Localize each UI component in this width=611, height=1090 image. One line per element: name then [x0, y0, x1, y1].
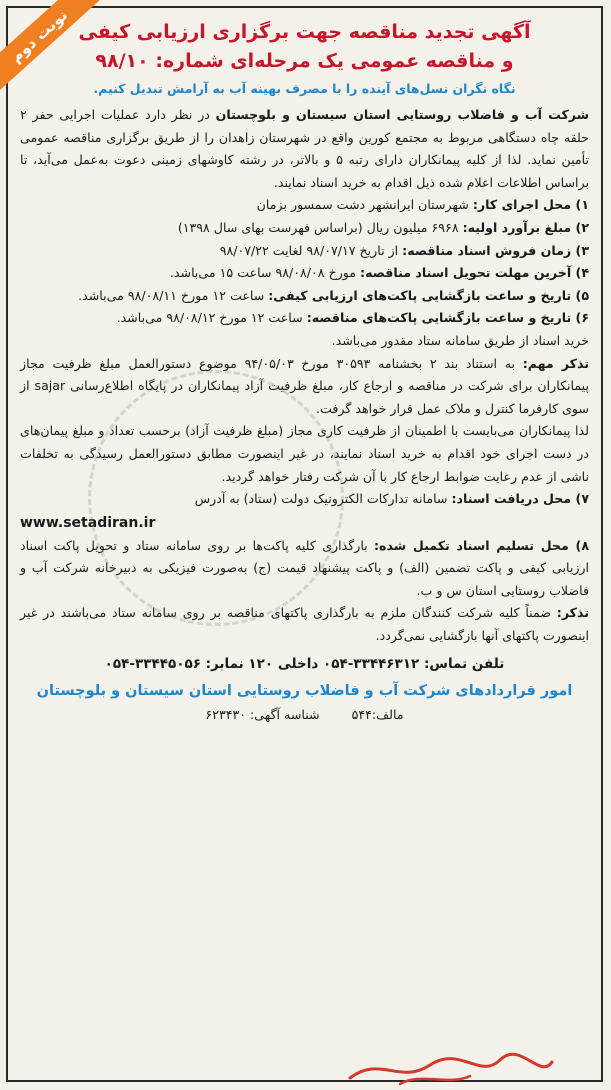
item-1-value: شهرستان ایرانشهر دشت سمسور بزمان	[256, 197, 473, 213]
item-8	[20, 535, 589, 603]
item-7	[20, 488, 589, 511]
ad-code: مالف:۵۴۴	[351, 706, 404, 722]
item-4-label: ۴) آخرین مهلت تحویل اسناد مناقصه:	[360, 265, 589, 281]
important-note-text: به استناد بند ۲ بخشنامه ۳۰۵۹۳ مورخ ۹۴/۰۵/۰۳ موضوع دستورالعمل مبلغ ظرفیت مجاز پیمانکاران برای شرکت در مناقصه و ارجاع کار، مبلغ ظرفیت آزاد پیمانکاران در پایگاه اطلاع‌رسانی sajar از سوی کارفرما کنترل و ملاک عمل قرار خواهد گرفت.	[20, 355, 589, 416]
intro-org: شرکت آب و فاضلاب روستایی استان سیستان و بلوچستان	[215, 107, 589, 122]
item-4	[20, 262, 589, 285]
ad-identifiers	[20, 704, 589, 726]
item-1-label: ۱) محل اجرای کار:	[472, 197, 589, 213]
important-note	[20, 353, 589, 421]
purchase-note: خرید اسناد از طریق سامانه ستاد مقدور می‌باشد.	[331, 332, 589, 348]
item-7-value: سامانه تدارکات الکترونیک دولت (ستاد) به آدرس	[194, 491, 452, 507]
title-line-2: و مناقصه عمومی یک مرحله‌ای شماره: ۹۸/۱۰	[95, 50, 514, 72]
ad-id: شناسه آگهی: ۶۲۳۴۳۰	[205, 706, 320, 722]
item-1	[20, 194, 589, 217]
item-8-value: بارگذاری کلیه پاکت‌ها بر روی سامانه ستاد و تحویل پاکت اسناد ارزیابی کیفی و پاکت تضمین (الف) و پاکت پیشنهاد قیمت (ج) به‌صورت فیزیکی به دبیرخانه شرکت آب و فاضلاب روستایی استان س و ب.	[20, 537, 589, 598]
intro-paragraph	[20, 104, 589, 194]
item-2	[20, 217, 589, 240]
slogan: نگاه نگران نسل‌های آینده را با مصرف بهینه آب به آرامش تبدیل کنیم.	[93, 81, 516, 96]
handwritten-mark-icon	[340, 1050, 560, 1088]
item-6	[20, 307, 589, 330]
final-note-label: تذکر:	[556, 605, 589, 621]
item-5	[20, 285, 589, 308]
ad-content	[10, 10, 599, 1078]
footer-organization: امور قراردادهای شرکت آب و فاضلاب روستایی استان سیستان و بلوچستان	[36, 682, 573, 699]
item-3-value: از تاریخ ۹۸/۰۷/۱۷ لغایت ۹۸/۰۷/۲۲	[219, 242, 403, 258]
round-ribbon: نوبت دوم	[0, 0, 104, 97]
item-2-value: ۶۹۶۸ میلیون ریال (براساس فهرست بهای سال ۱۳۹۸)	[177, 219, 463, 235]
title-line-1: آگهی تجدید مناقصه جهت برگزاری ارزیابی کیفی	[78, 21, 531, 43]
item-6-value: ساعت ۱۲ مورخ ۹۸/۰۸/۱۲ می‌باشد.	[116, 310, 307, 326]
capacity-note: لذا پیمانکاران می‌بایست با اطمینان از ظرفیت کاری مجاز (مبلغ ظرفیت آزاد) برحسب تعداد و مبلغ پیمان‌های در دست اجرای خود اقدام به خرید اسناد نمایند، در غیر اینصورت مطابق دستورالعمل رسیدگی به تخلفات ناشی از عدم رعایت ضوابط ارجاع کار با آن شرکت رفتار خواهد گردید.	[20, 423, 589, 484]
final-note-text: ضمناً کلیه شرکت کنندگان ملزم به بارگذاری پاکتهای مناقصه بر روی سامانه ستاد می‌باشند در غیر اینصورت پاکتهای آنها بازگشایی نمی‌گردد.	[20, 605, 589, 644]
item-2-label: ۲) مبلغ برآورد اولیه:	[462, 219, 589, 235]
final-note	[20, 602, 589, 647]
item-4-value: مورخ ۹۸/۰۸/۰۸ ساعت ۱۵ می‌باشد.	[169, 265, 361, 281]
important-note-label: تذکر مهم:	[522, 355, 589, 371]
ad-title	[20, 18, 589, 76]
item-3	[20, 240, 589, 263]
item-6-label: ۶) تاریخ و ساعت بازگشایی پاکت‌های مناقصه:	[306, 310, 589, 326]
contact-info: تلفن تماس: ۳۳۴۴۶۳۱۲-۰۵۴ داخلی ۱۲۰ نمابر: ۳۳۴۴۵۰۵۶-۰۵۴	[104, 655, 505, 672]
item-7-label: ۷) محل دریافت اسناد:	[451, 491, 589, 507]
item-3-label: ۳) زمان فروش اسناد مناقصه:	[402, 242, 589, 258]
item-5-label: ۵) تاریخ و ساعت بازگشایی پاکت‌های ارزیابی کیفی:	[268, 287, 589, 303]
intro-text: در نظر دارد عملیات اجرایی حفر ۲ حلقه چاه دستگاهی مربوط به مجتمع کورین واقع در شهرستان زاهدان را از طریق برگزاری مناقصه عمومی تأمین نماید. لذا از کلیه پیمانکاران دارای رتبه ۵ و بالاتر، در رشته کاوشهای زمینی دعوت به‌عمل می‌آید، تا براساس اطلاعات اعلام شده ذیل اقدام به خرید اسناد نمایند.	[20, 107, 589, 190]
item-5-value: ساعت ۱۲ مورخ ۹۸/۰۸/۱۱ می‌باشد.	[78, 287, 269, 303]
item-8-label: ۸) محل تسلیم اسناد تکمیل شده:	[374, 537, 589, 553]
setad-url-link[interactable]: www.setadiran.ir	[20, 514, 156, 531]
